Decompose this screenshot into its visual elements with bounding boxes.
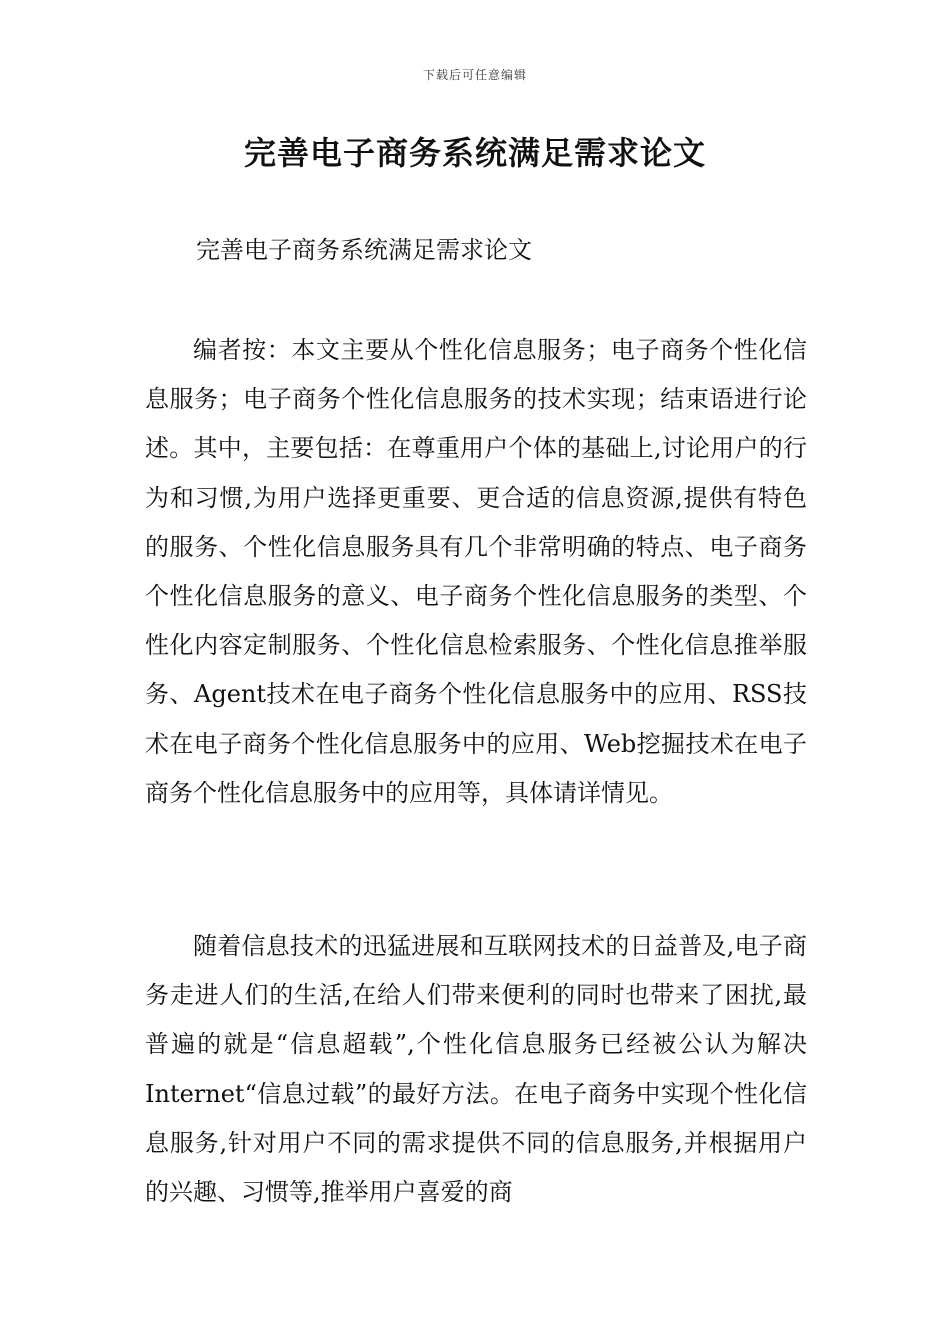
document-subtitle: 完善电子商务系统满足需求论文	[196, 236, 532, 264]
paragraph-editor-note: 编者按：本文主要从个性化信息服务；电子商务个性化信息服务；电子商务个性化信息服务的技术实现；结束语进行论述。其中，主要包括：在尊重用户个体的基础上,讨论用户的行为和习惯,为用户选择更重要、更合适的信息资源,提供有特色的服务、个性化信息服务具有几个非常明确的特点、电子商务个性化信息服务的意义、电子商务个性化信息服务的类型、个性化内容定制服务、个性化信息检索服务、个性化信息推举服务、Agent技术在电子商务个性化信息服务中的应用、RSS技术在电子商务个性化信息服务中的应用、Web挖掘技术在电子商务个性化信息服务中的应用等，具体请详情见。	[145, 336, 807, 807]
paragraph-body: 随着信息技术的迅猛进展和互联网技术的日益普及,电子商务走进人们的生活,在给人们带来便利的同时也带来了困扰,最普遍的就是“信息超载”,个性化信息服务已经被公认为解决Internet“信息过载”的最好方法。在电子商务中实现个性化信息服务,针对用户不同的需求提供不同的信息服务,并根据用户的兴趣、习惯等,推举用户喜爱的商	[145, 932, 807, 1207]
document-title: 完善电子商务系统满足需求论文	[243, 134, 706, 172]
header-note: 下载后可任意编辑	[422, 68, 527, 82]
